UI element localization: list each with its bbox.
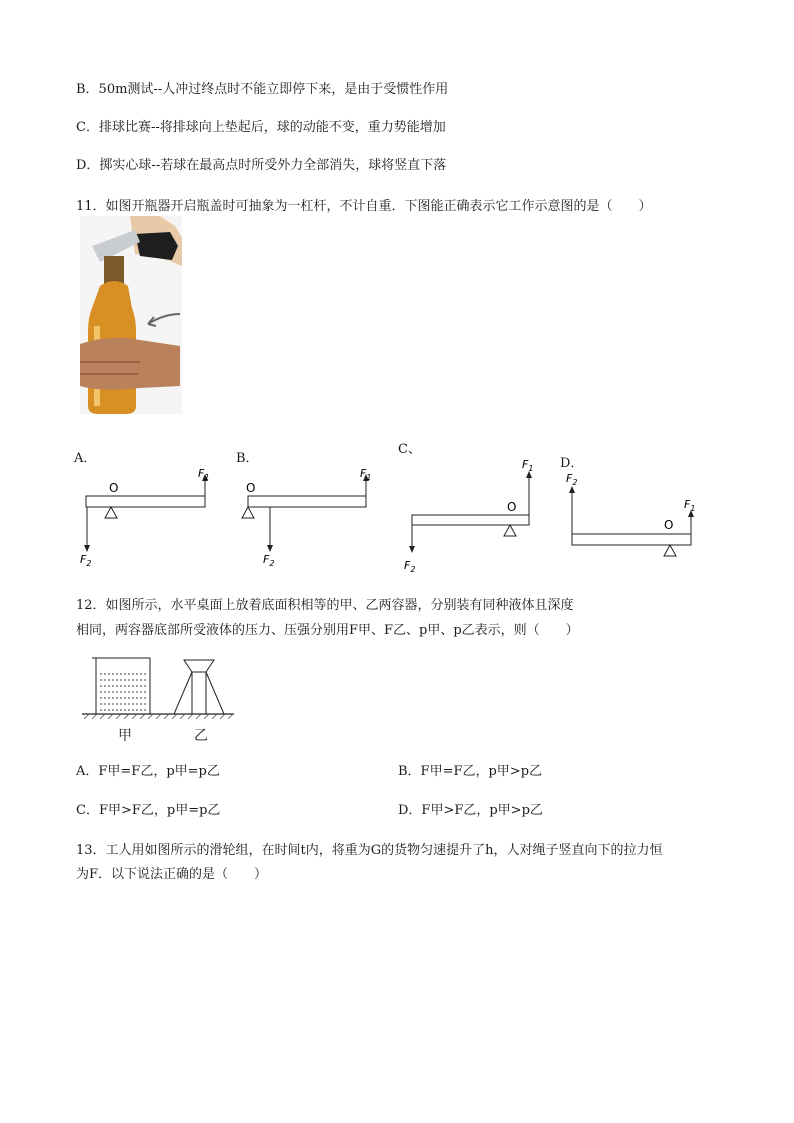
svg-text:F2: $F_2$ [263, 553, 275, 568]
svg-text:F2: $F_2$ [566, 472, 578, 487]
lever-diagram-b [238, 462, 383, 572]
bottle-opener-image [80, 216, 182, 414]
svg-text:F2: $F_2$ [80, 553, 92, 568]
q12-option-d: D．F甲>F乙，p甲>p乙 [398, 803, 543, 818]
question-13-line-1: 13．工人用如图所示的滑轮组，在时间t内，将重为G的货物匀速提升了h，人对绳子竖直向下的拉力恒 [76, 843, 663, 858]
q11-option-d-label: D． [560, 456, 584, 471]
svg-text:O: O [246, 481, 256, 495]
q11-option-a-label: A． [74, 451, 97, 466]
q11-option-b-label: B． [236, 451, 259, 466]
option-b-text: B．50m测试--人冲过终点时不能立即停下来，是由于受惯性作用 [76, 82, 449, 97]
svg-text:F1: $F_1$ [684, 498, 696, 513]
lever-diagram-a [76, 462, 216, 572]
q12-option-a: A．F甲=F乙，p甲=p乙 [76, 764, 220, 779]
containers-diagram [80, 652, 236, 720]
lever-diagram-d [562, 466, 707, 561]
question-12-line-1: 12．如图所示，水平桌面上放着底面积相等的甲、乙两容器，分别装有同种液体且深度 [76, 598, 574, 613]
question-12-line-2: 相同，两容器底部所受液体的压力、压强分别用F甲、F乙、p甲、p乙表示，则（ ） [76, 623, 579, 638]
svg-text:O: O [109, 481, 119, 495]
option-d-text: D．掷实心球--若球在最高点时所受外力全部消失，球将竖直下落 [76, 158, 447, 173]
svg-text:O: O [507, 500, 517, 514]
svg-text:F1: $F_1$ [522, 458, 534, 473]
q11-option-c-label: C、 [398, 442, 421, 457]
container-label-yi: 乙 [194, 728, 208, 744]
question-11-text: 11．如图开瓶器开启瓶盖时可抽象为一杠杆，不计自重．下图能正确表示它工作示意图的是（ ） [76, 199, 652, 214]
svg-text:F2: $F_2$ [404, 559, 416, 574]
q12-option-b: B．F甲=F乙，p甲>p乙 [398, 764, 543, 779]
svg-text:F1: $F_1$ [360, 467, 372, 482]
question-13-line-2: 为F．以下说法正确的是（ ） [76, 867, 268, 882]
container-label-jia: 甲 [118, 728, 132, 744]
lever-diagram-c [400, 455, 545, 575]
svg-text:F1: $F_1$ [198, 467, 210, 482]
svg-text:O: O [664, 518, 674, 532]
q12-option-c: C．F甲>F乙，p甲=p乙 [76, 803, 221, 818]
option-c-text: C．排球比赛--将排球向上垫起后，球的动能不变，重力势能增加 [76, 120, 446, 135]
